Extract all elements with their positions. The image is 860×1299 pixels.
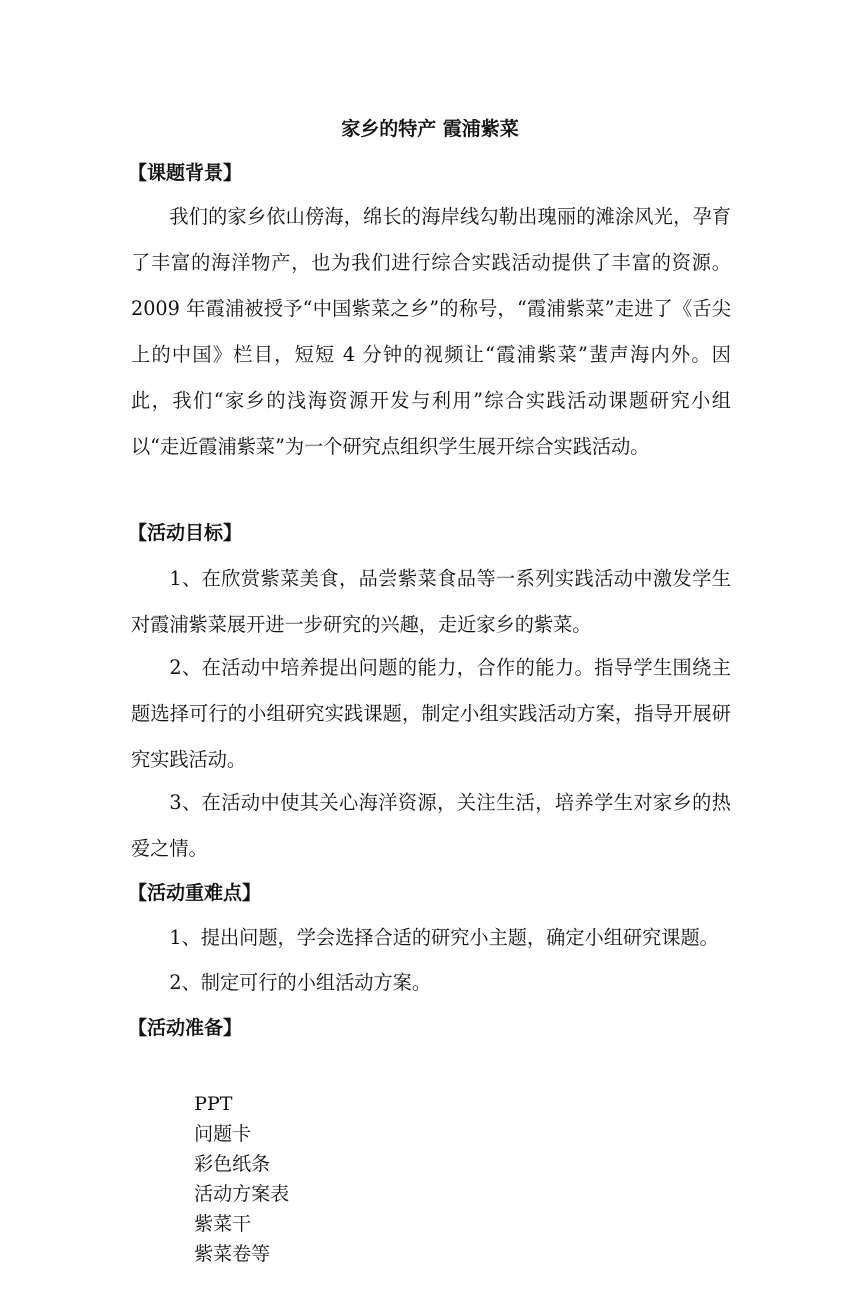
heading-difficulties: 【活动重难点】 — [128, 882, 262, 904]
preparation-list — [170, 1059, 311, 1299]
prep-item-ppt: PPT — [194, 1093, 233, 1115]
prep-item-color-strips: 彩色纸条 — [194, 1153, 271, 1175]
document-title: 家乡的特产 霞浦紫菜 — [341, 118, 519, 140]
prep-item-dried-seaweed: 紫菜干 — [194, 1213, 252, 1235]
prep-item-plan-form: 活动方案表 — [194, 1183, 290, 1205]
goal-item-2: 2、在活动中培养提出问题的能力，合作的能力。指导学生围绕主题选择可行的小组研究实践课题，制定小组实践活动方案，指导开展研究实践活动。 — [131, 656, 731, 771]
prep-item-seaweed-rolls: 紫菜卷等 — [194, 1243, 271, 1265]
goal-item-1: 1、在欣赏紫菜美食，品尝紫菜食品等一系列实践活动中激发学生对霞浦紫菜展开进一步研究的兴趣，走近家乡的紫菜。 — [131, 567, 731, 636]
prep-item-question-cards: 问题卡 — [194, 1123, 252, 1145]
heading-background: 【课题背景】 — [128, 162, 243, 184]
difficulty-item-1: 1、提出问题，学会选择合适的研究小主题，确定小组研究课题。 — [169, 926, 719, 949]
goal-item-3: 3、在活动中使其关心海洋资源，关注生活，培养学生对家乡的热爱之情。 — [131, 791, 731, 860]
background-paragraph: 我们的家乡依山傍海，绵长的海岸线勾勒出瑰丽的滩涂风光，孕育了丰富的海洋物产，也为我们进行综合实践活动提供了丰富的资源。2009 年霞浦被授予“中国紫菜之乡”的称号，“霞浦紫菜”走进了《舌尖上的中国》栏目，短短 4 分钟的视频让“霞浦紫菜”蜚声海内外。因此，我们“家乡的浅海资源开发与利用”综合实践活动课题研究小组以“走近霞浦紫菜”为一个研究点组织学生展开综合实践活动。 — [131, 205, 731, 458]
heading-goals: 【活动目标】 — [128, 522, 243, 544]
difficulty-item-2: 2、制定可行的小组活动方案。 — [169, 971, 432, 994]
heading-preparation: 【活动准备】 — [128, 1017, 243, 1039]
